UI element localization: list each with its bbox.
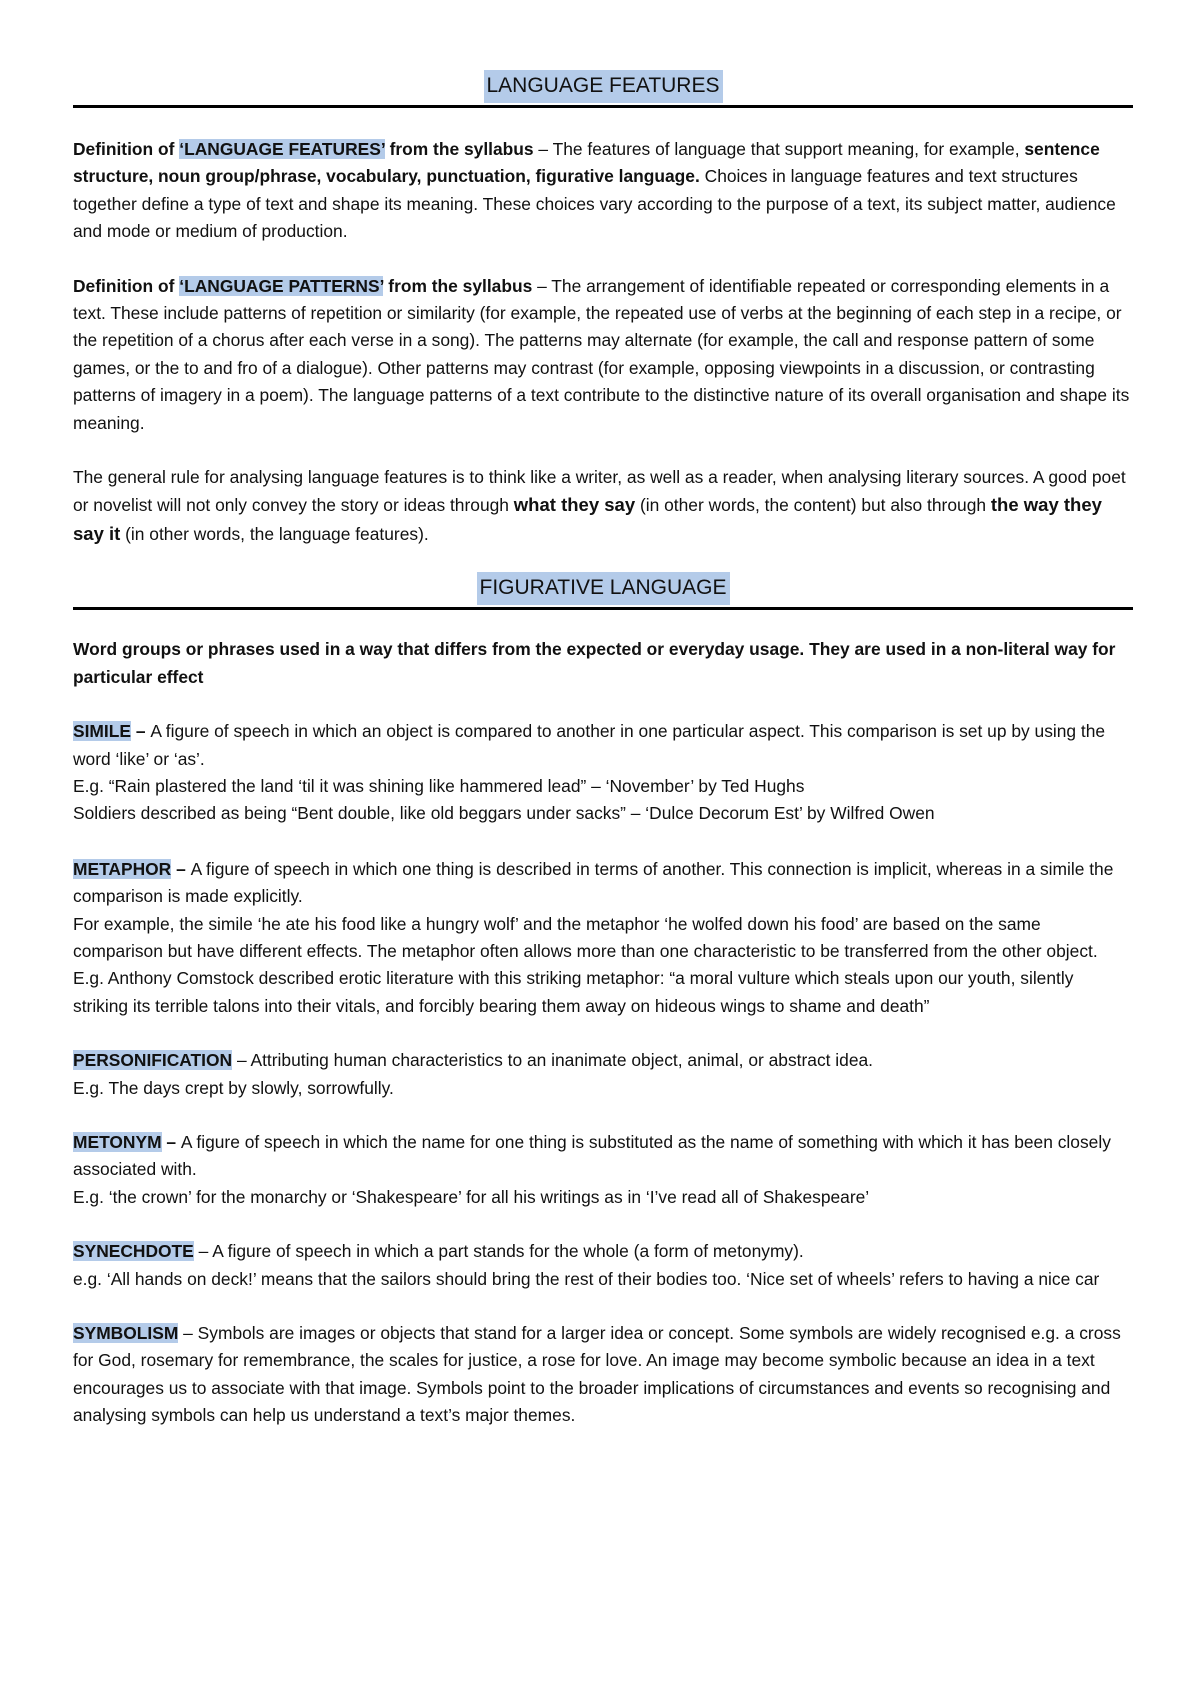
simile-entry [73,718,1133,773]
general-rule-paragraph [73,464,1133,548]
intro-text: Word groups or phrases used in a way that differs from the expected or everyday usage. They are used in a non-literal way for particular effect [73,639,1116,687]
definition-lead-tail: from the syllabus [383,275,533,296]
personification-example: E.g. The days crept by slowly, sorrowfully. [73,1077,394,1098]
heading-text: LANGUAGE FEATURES [484,70,723,103]
term-definition: Symbols are images or objects that stand for a larger idea or concept. Some symbols are widely recognised e.g. a cross for God, rosemary for remembrance, the scales for justice, a rose for love. An image may become symbolic because an idea in a text encourages us to associate with that image. Symbols point to the broader implications of circumstances and events so recognising and analysing symbols can help us understand a text’s major themes. [73,1323,1121,1426]
term-label: METONYM [73,1131,162,1152]
heading-rule [73,607,1133,610]
rule-text: (in other words, the content) but also through [635,495,991,516]
metaphor-example: E.g. Anthony Comstock described erotic literature with this striking metaphor: “a moral vulture which steals upon our youth, silently striking its terrible talons into their vitals, and forcibly bearing them away on hideous wings to shame and death” [73,968,1074,1016]
definition-term: ‘LANGUAGE FEATURES’ [179,139,385,159]
term-label: METAPHOR [73,858,172,879]
synecdote-entry [73,1238,1133,1265]
metaphor-example: For example, the simile ‘he ate his food like a hungry wolf’ and the metaphor ‘he wolfed down his food’ are based on the same comparison but have different effects. The metaphor often allows more than one characteristic to be transferred from the other object. [73,913,1098,961]
rule-text: (in other words, the language features). [120,523,429,544]
term-label: SIMILE [73,721,131,742]
rule-text: The general rule for analysing language features is to think like a writer, as well as a reader, when analysing literary sources. A good poet or novelist will not only convey the story or ideas through [73,467,1126,516]
simile-example: E.g. “Rain plastered the land ‘til it was shining like hammered lead” – ‘November’ by Ted Hughs [73,775,805,796]
term-definition: A figure of speech in which one thing is described in terms of another. This connection is implicit, whereas in a simile the comparison is made explicitly. [73,858,1114,907]
term-separator: – [232,1050,251,1071]
rule-emphasis: the way they say it [73,494,1102,544]
heading-text: FIGURATIVE LANGUAGE [477,572,730,605]
rule-emphasis: what they say [513,494,636,516]
metaphor-entry [73,856,1133,911]
document-page [73,70,1133,1430]
definition-lead: Definition of [73,275,180,296]
section-heading-language-features [73,70,1133,103]
term-separator: – [130,721,151,742]
figurative-intro [73,636,1133,691]
symbolism-entry [73,1320,1133,1430]
term-label: SYMBOLISM [73,1323,179,1343]
definition-text: – The arrangement of identifiable repeated or corresponding elements in a text. These include patterns of repetition or similarity (for example, the repeated use of verbs at the beginning of each step in a recipe, or the repetition of a chorus after each verse in a song). The patterns may alternate (for example, the call and response pattern of some games, or the to and fro of a dialogue). Other patterns may contrast (for example, opposing viewpoints in a discussion, or contrasting patterns of imagery in a poem). The language patterns of a text contribute to the distinctive nature of its overall organisation and shape its meaning. [73,275,1130,433]
synecdote-example: e.g. ‘All hands on deck!’ means that the sailors should bring the rest of their bodies too. ‘Nice set of wheels’ refers to having a nice car [73,1268,1100,1289]
heading-rule [73,105,1133,108]
definition-text: Choices in language features and text structures together define a type of text and shape its meaning. These choices vary according to the purpose of a text, its subject matter, audience and mode or medium of production. [73,166,1116,242]
term-definition: A figure of speech in which an object is compared to another in one particular aspect. This comparison is set up by using the word ‘like’ or ‘as’. [73,721,1106,769]
section-heading-figurative-language [73,572,1133,605]
definition-term: ‘LANGUAGE PATTERNS’ [179,275,384,296]
definition-text: – The features of language that support meaning, for example, [533,139,1025,159]
term-definition: Attributing human characteristics to an inanimate object, animal, or abstract idea. [250,1050,874,1071]
term-definition: A figure of speech in which the name for one thing is substituted as the name of something with which it has been closely associated with. [73,1131,1111,1180]
personification-entry [73,1047,1133,1074]
term-separator: – [193,1241,213,1262]
definition-bold-list: sentence structure, noun group/phrase, vocabulary, punctuation, figurative language. [73,139,1100,187]
term-definition: A figure of speech in which a part stands for the whole (a form of metonymy). [212,1241,804,1262]
term-label: SYNECHDOTE [73,1241,194,1262]
metonym-example: E.g. ‘the crown’ for the monarchy or ‘Shakespeare’ for all his writings as in ‘I’ve read all of Shakespeare’ [73,1186,870,1207]
definition-lead-tail: from the syllabus [384,139,534,159]
term-separator: – [171,858,191,879]
metonym-entry [73,1129,1133,1184]
term-label: PERSONIFICATION [73,1050,233,1071]
simile-example: Soldiers described as being “Bent double, like old beggars under sacks” – ‘Dulce Decorum Est’ by Wilfred Owen [73,803,935,824]
term-separator: – [178,1323,198,1343]
definition-language-patterns [73,273,1133,437]
definition-language-features [73,136,1133,246]
definition-lead: Definition of [73,139,180,159]
term-separator: – [161,1131,181,1152]
